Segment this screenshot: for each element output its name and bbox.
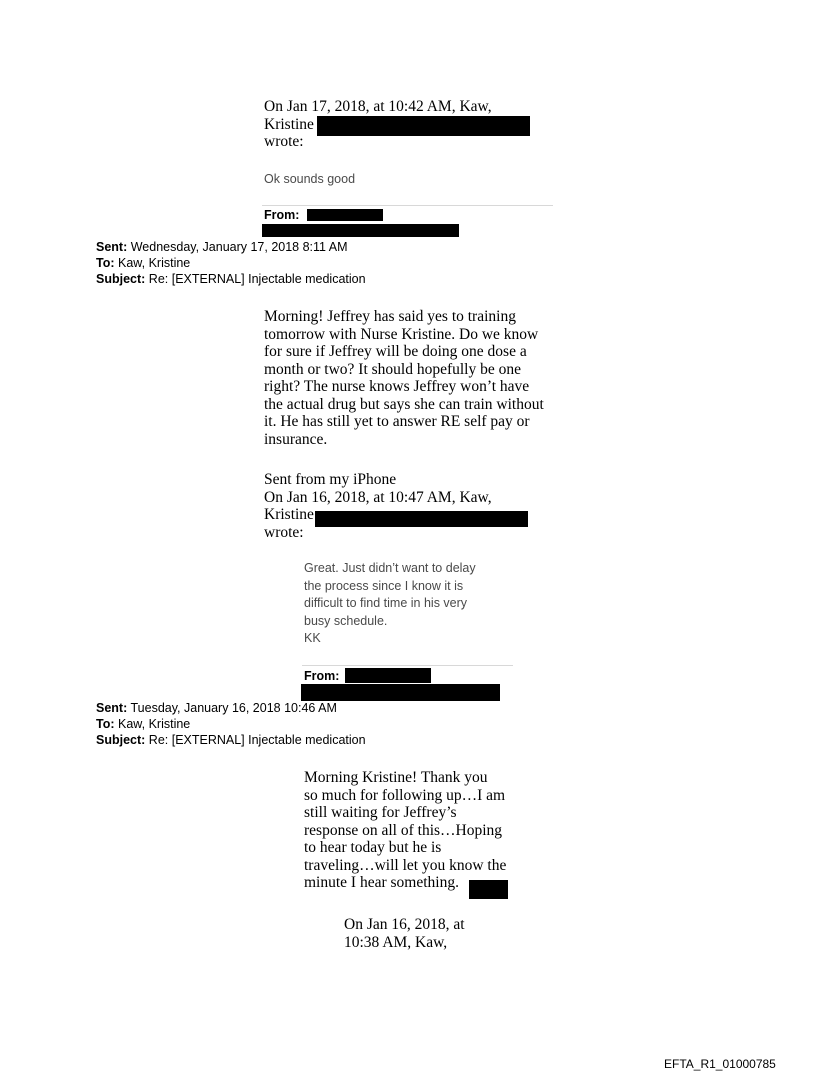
sent-label: Sent: <box>96 701 128 715</box>
to-value: Kaw, Kristine <box>118 256 191 270</box>
subject-value: Re: [EXTERNAL] Injectable medication <box>148 272 366 286</box>
reply1-body: Ok sounds good <box>264 172 356 186</box>
attribution-line: wrote: <box>264 523 304 541</box>
quote3-attribution <box>344 916 465 951</box>
body-line: so much for following up…I am <box>304 786 506 804</box>
body-line: still waiting for Jeffrey’s <box>304 804 457 821</box>
body-line: Great. Just didn’t want to delay <box>304 561 476 575</box>
body-line: Morning Kristine! Thank you <box>304 769 488 786</box>
subject-line <box>96 732 366 748</box>
message1-signature-block <box>264 471 492 541</box>
redaction-box <box>469 880 508 899</box>
body-line: the process since I know it is <box>304 578 464 593</box>
redaction-box <box>315 511 528 527</box>
body-line: it. He has still yet to answer RE self pay or <box>264 413 530 430</box>
body-line: difficult to find time in his very <box>304 596 468 610</box>
sent-value: Wednesday, January 17, 2018 8:11 AM <box>130 240 348 254</box>
attribution-line: wrote: <box>264 133 304 150</box>
message2-body <box>304 769 506 892</box>
body-line: right? The nurse knows Jeffrey won’t have <box>264 378 530 395</box>
to-value: Kaw, Kristine <box>118 717 191 731</box>
to-label: To: <box>96 717 115 731</box>
body-line: tomorrow with Nurse Kristine. Do we know <box>264 325 539 343</box>
to-line <box>96 716 190 732</box>
body-line: Morning! Jeffrey has said yes to training <box>264 308 516 325</box>
header-divider <box>262 205 553 206</box>
redaction-box <box>301 684 500 701</box>
redaction-box <box>262 224 459 237</box>
from-label: From: <box>304 669 340 683</box>
body-line: traveling…will let you know the <box>304 856 507 874</box>
sent-line <box>96 239 348 255</box>
subject-value: Re: [EXTERNAL] Injectable medication <box>148 733 366 747</box>
attribution-line: Kristine <box>264 506 314 523</box>
body-line: minute I hear something. <box>304 874 459 891</box>
redaction-box <box>307 209 383 221</box>
message1-body <box>264 308 544 448</box>
from-label: From: <box>264 208 300 222</box>
signature: Sent from my iPhone <box>264 471 397 488</box>
body-line: KK <box>304 631 321 645</box>
to-label: To: <box>96 256 115 270</box>
attribution-line: On Jan 16, 2018, at 10:47 AM, Kaw, <box>264 488 492 506</box>
body-line: month or two? It should hopefully be one <box>264 360 521 378</box>
document-id: EFTA_R1_01000785 <box>664 1057 776 1071</box>
to-line <box>96 255 190 271</box>
attribution-line: On Jan 17, 2018, at 10:42 AM, Kaw, <box>264 98 492 115</box>
reply2-body <box>304 560 476 648</box>
attribution-line: On Jan 16, 2018, at <box>344 916 465 933</box>
attribution-line: Kristine <box>264 115 314 133</box>
body-line: busy schedule. <box>304 613 388 628</box>
body-line: insurance. <box>264 430 328 448</box>
sent-label: Sent: <box>96 240 128 254</box>
redaction-box <box>345 668 431 683</box>
body-line: response on all of this…Hoping <box>304 821 503 839</box>
header-divider <box>302 665 513 666</box>
subject-label: Subject: <box>96 733 146 747</box>
body-line: for sure if Jeffrey will be doing one dose a <box>264 343 527 360</box>
attribution-line: 10:38 AM, Kaw, <box>344 933 448 951</box>
sent-value: Tuesday, January 16, 2018 10:46 AM <box>130 701 337 715</box>
subject-line <box>96 271 366 287</box>
body-line: the actual drug but says she can train without <box>264 395 544 413</box>
redaction-box <box>317 116 530 136</box>
subject-label: Subject: <box>96 272 146 286</box>
body-line: to hear today but he is <box>304 839 442 856</box>
sent-line <box>96 700 337 716</box>
